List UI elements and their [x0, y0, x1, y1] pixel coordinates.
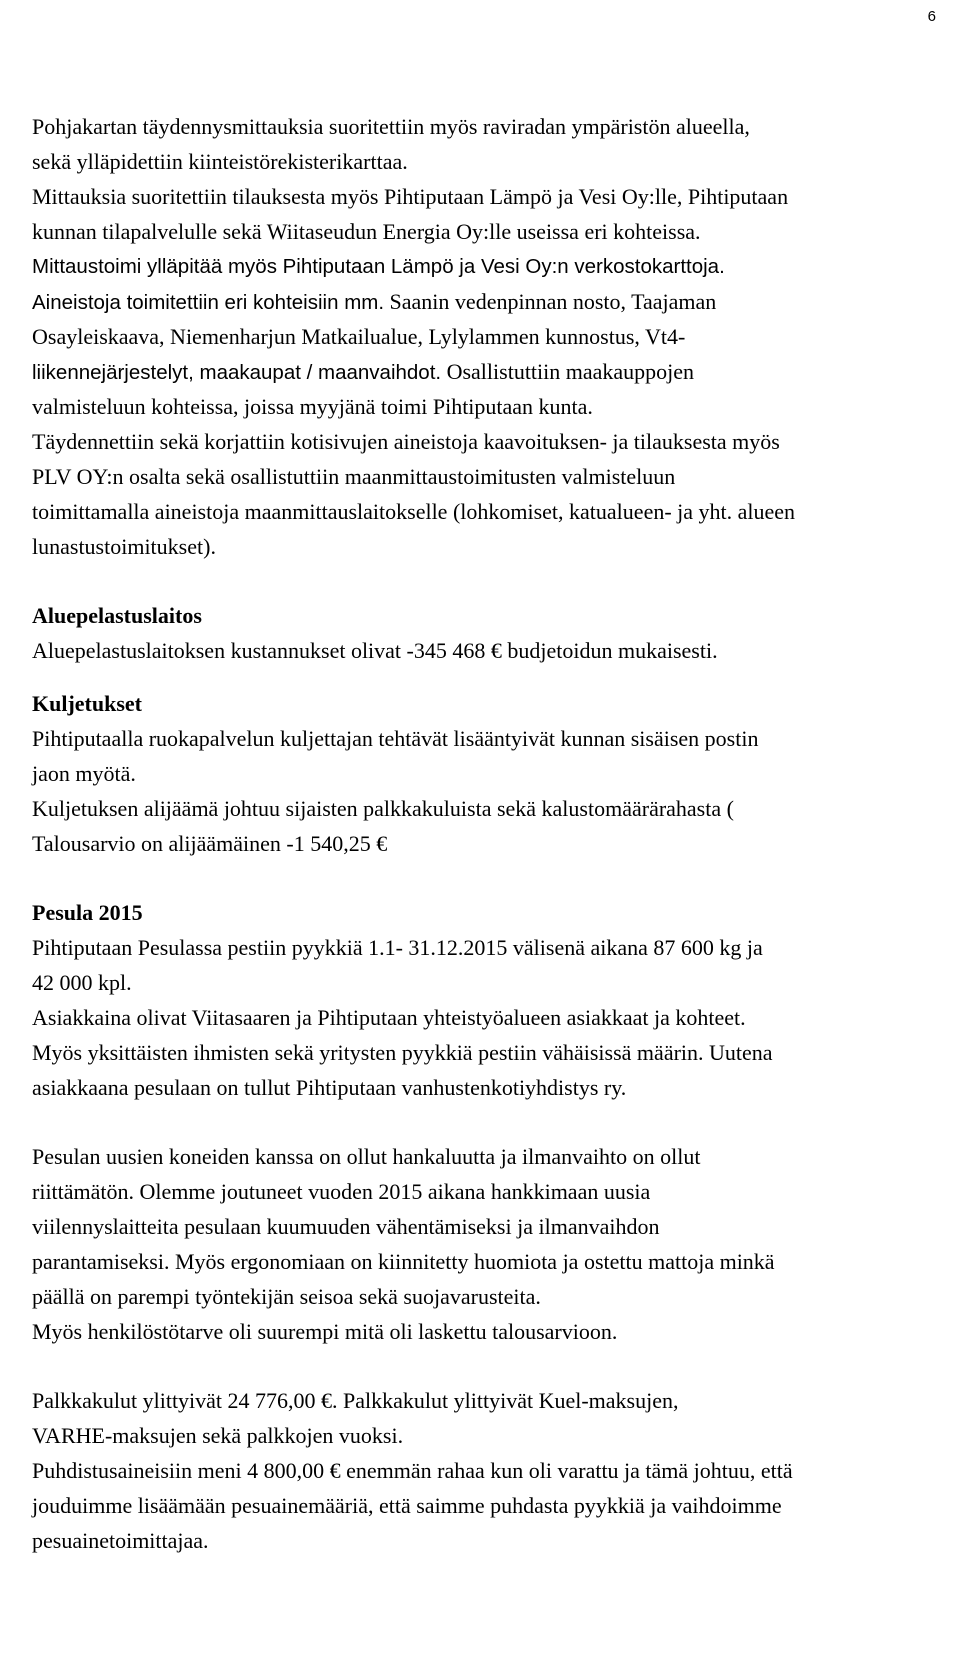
- text-line: Pohjakartan täydennysmittauksia suoritettiin myös raviradan ympäristön alueella,: [32, 114, 750, 139]
- text-line: Kuljetuksen alijäämä johtuu sijaisten palkkakuluista sekä kalustomäärärahasta (: [32, 796, 734, 821]
- text-line: PLV OY:n osalta sekä osallistuttiin maanmittaustoimitusten valmisteluun: [32, 464, 676, 489]
- section-heading: Aluepelastuslaitos: [32, 603, 202, 628]
- text-line: Mittaustoimi ylläpitää myös Pihtiputaan Lämpö ja Vesi Oy:n verkostokarttoja.: [32, 255, 725, 278]
- kuljetukset-section: [32, 686, 944, 861]
- text-line: asiakkaana pesulaan on tullut Pihtiputaan vanhustenkotiyhdistys ry.: [32, 1075, 627, 1100]
- paragraph: [32, 1139, 944, 1349]
- section-heading: Pesula 2015: [32, 900, 143, 925]
- text-line: parantamiseksi. Myös ergonomiaan on kiinnitetty huomiota ja ostettu mattoja minkä: [32, 1249, 775, 1274]
- text-line: jouduimme lisäämään pesuainemääriä, että saimme puhdasta pyykkiä ja vaihdoimme: [32, 1493, 782, 1518]
- text-fragment-sans: Aineistoja toimitettiin eri kohteisiin mm.: [32, 291, 385, 314]
- text-line: Asiakkaina olivat Viitasaaren ja Pihtiputaan yhteistyöalueen asiakkaat ja kohteet.: [32, 1005, 746, 1030]
- text-line: Pesulan uusien koneiden kanssa on ollut hankaluutta ja ilmanvaihto on ollut: [32, 1144, 701, 1169]
- text-line: Täydennettiin sekä korjattiin kotisivujen aineistoja kaavoituksen- ja tilauksesta myös: [32, 429, 780, 454]
- pesula-section: [32, 895, 944, 1558]
- text-line: Pihtiputaalla ruokapalvelun kuljettajan tehtävät lisääntyivät kunnan sisäisen postin: [32, 726, 759, 751]
- text-line: Mittauksia suoritettiin tilauksesta myös Pihtiputaan Lämpö ja Vesi Oy:lle, Pihtiputaan: [32, 184, 789, 209]
- text-line: valmisteluun kohteissa, joissa myyjänä toimi Pihtiputaan kunta.: [32, 394, 593, 419]
- text-line: Palkkakulut ylittyivät 24 776,00 €. Palkkakulut ylittyivät Kuel-maksujen,: [32, 1388, 679, 1413]
- page-number: 6: [927, 8, 936, 25]
- text-fragment: Saanin vedenpinnan nosto, Taajaman: [384, 289, 717, 314]
- text-line: jaon myötä.: [32, 761, 136, 786]
- text-line: lunastustoimitukset).: [32, 534, 216, 559]
- text-line: Puhdistusaineisiin meni 4 800,00 € enemmän rahaa kun oli varattu ja tämä johtuu, että: [32, 1458, 793, 1483]
- text-line: viilennyslaitteita pesulaan kuumuuden vähentämiseksi ja ilmanvaihdon: [32, 1214, 660, 1239]
- text-line: riittämätön. Olemme joutuneet vuoden 2015 aikana hankkimaan uusia: [32, 1179, 651, 1204]
- text-line: pesuainetoimittajaa.: [32, 1528, 209, 1553]
- text-line: Myös henkilöstötarve oli suurempi mitä oli laskettu talousarvioon.: [32, 1319, 618, 1344]
- text-line: Pihtiputaan Pesulassa pestiin pyykkiä 1.1- 31.12.2015 välisenä aikana 87 600 kg ja: [32, 935, 763, 960]
- text-line: Myös yksittäisten ihmisten sekä yritysten pyykkiä pestiin vähäisissä määrin. Uutena: [32, 1040, 773, 1065]
- text-line: toimittamalla aineistoja maanmittauslaitokselle (lohkomiset, katualueen- ja yht. alueen: [32, 499, 796, 524]
- text-line: päällä on parempi työntekijän seisoa sekä suojavarusteita.: [32, 1284, 541, 1309]
- paragraph: [32, 930, 944, 1105]
- paragraph: [32, 1383, 944, 1558]
- text-line: [32, 354, 944, 389]
- document-body: [32, 109, 944, 1558]
- text-line: Osayleiskaava, Niemenharjun Matkailualue, Lylylammen kunnostus, Vt4-: [32, 324, 686, 349]
- text-line: VARHE-maksujen sekä palkkojen vuoksi.: [32, 1423, 404, 1448]
- text-fragment-sans: liikennejärjestelyt, maakaupat / maanvaihdot.: [32, 361, 442, 384]
- text-line: [32, 284, 944, 319]
- text-fragment: Osallistuttiin maakauppojen: [441, 359, 695, 384]
- aluepelastuslaitos-section: [32, 598, 944, 668]
- section-heading: Kuljetukset: [32, 691, 142, 716]
- text-line: Aluepelastuslaitoksen kustannukset olivat -345 468 € budjetoidun mukaisesti.: [32, 638, 718, 663]
- text-line: kunnan tilapalvelulle sekä Wiitaseudun Energia Oy:lle useissa eri kohteissa.: [32, 219, 701, 244]
- text-line: Talousarvio on alijäämäinen -1 540,25 €: [32, 831, 388, 856]
- text-line: 42 000 kpl.: [32, 970, 132, 995]
- text-line: sekä ylläpidettiin kiinteistörekisterikarttaa.: [32, 149, 408, 174]
- intro-section: [32, 109, 944, 564]
